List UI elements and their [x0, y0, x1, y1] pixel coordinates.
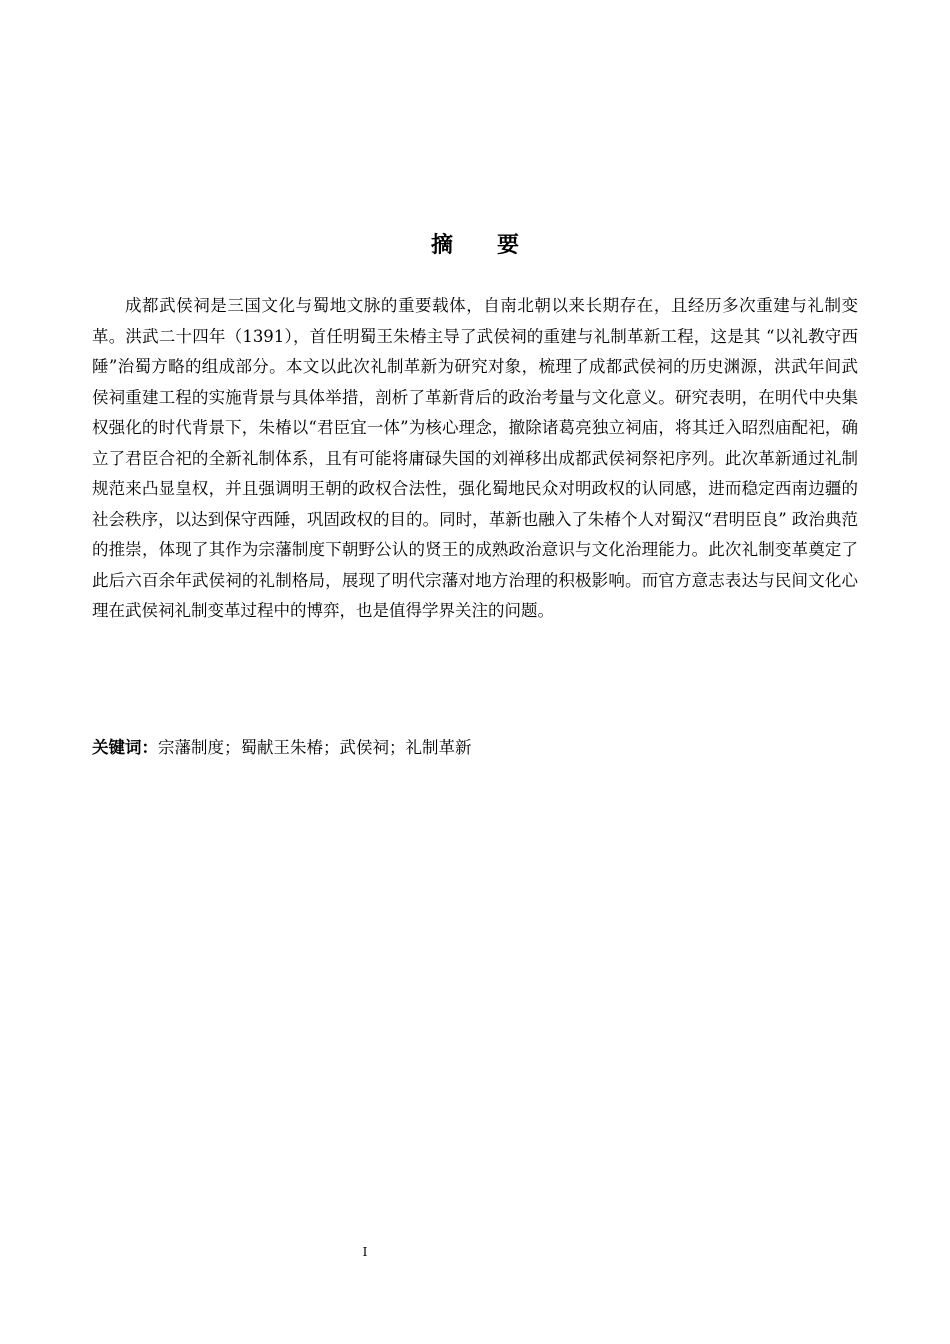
keywords-label: 关键词：	[92, 738, 158, 757]
abstract-body: 成都武侯祠是三国文化与蜀地文脉的重要载体，自南北朝以来长期存在，且经历多次重建与礼制变革。洪武二十四年（1391），首任明蜀王朱椿主导了武侯祠的重建与礼制革新工程，这是其 “以礼教守西陲”治蜀方略的组成部分。本文以此次礼制革新为研究对象，梳理了成都武侯祠的历史渊源，洪武年间武侯祠重建工程的实施背景与具体举措，剖析了革新背后的政治考量与文化意义。研究表明，在明代中央集权强化的时代背景下，朱椿以“君臣宜一体”为核心理念，撤除诸葛亮独立祠庙，将其迁入昭烈庙配祀，确立了君臣合祀的全新礼制体系，且有可能将庸碌失国的刘禅移出成都武侯祠祭祀序列。此次革新通过礼制规范来凸显皇权，并且强调明王朝的政权合法性，强化蜀地民众对明政权的认同感，进而稳定西南边疆的社会秩序，以达到保守西陲，巩固政权的目的。同时，革新也融入了朱椿个人对蜀汉“君明臣良” 政治典范的推崇，体现了其作为宗藩制度下朝野公认的贤王的成熟政治意识与文化治理能力。此次礼制变革奠定了此后六百余年武侯祠的礼制格局，展现了明代宗藩对地方治理的积极影响。而官方意志表达与民间文化心理在武侯祠礼制变革过程中的博弈，也是值得学界关注的问题。	[92, 296, 858, 620]
keywords-list: 宗藩制度；蜀献王朱椿；武侯祠；礼制革新	[158, 738, 472, 757]
abstract-title: 摘要	[430, 233, 563, 258]
page-number: I	[362, 1245, 368, 1259]
keywords-line	[92, 733, 858, 763]
